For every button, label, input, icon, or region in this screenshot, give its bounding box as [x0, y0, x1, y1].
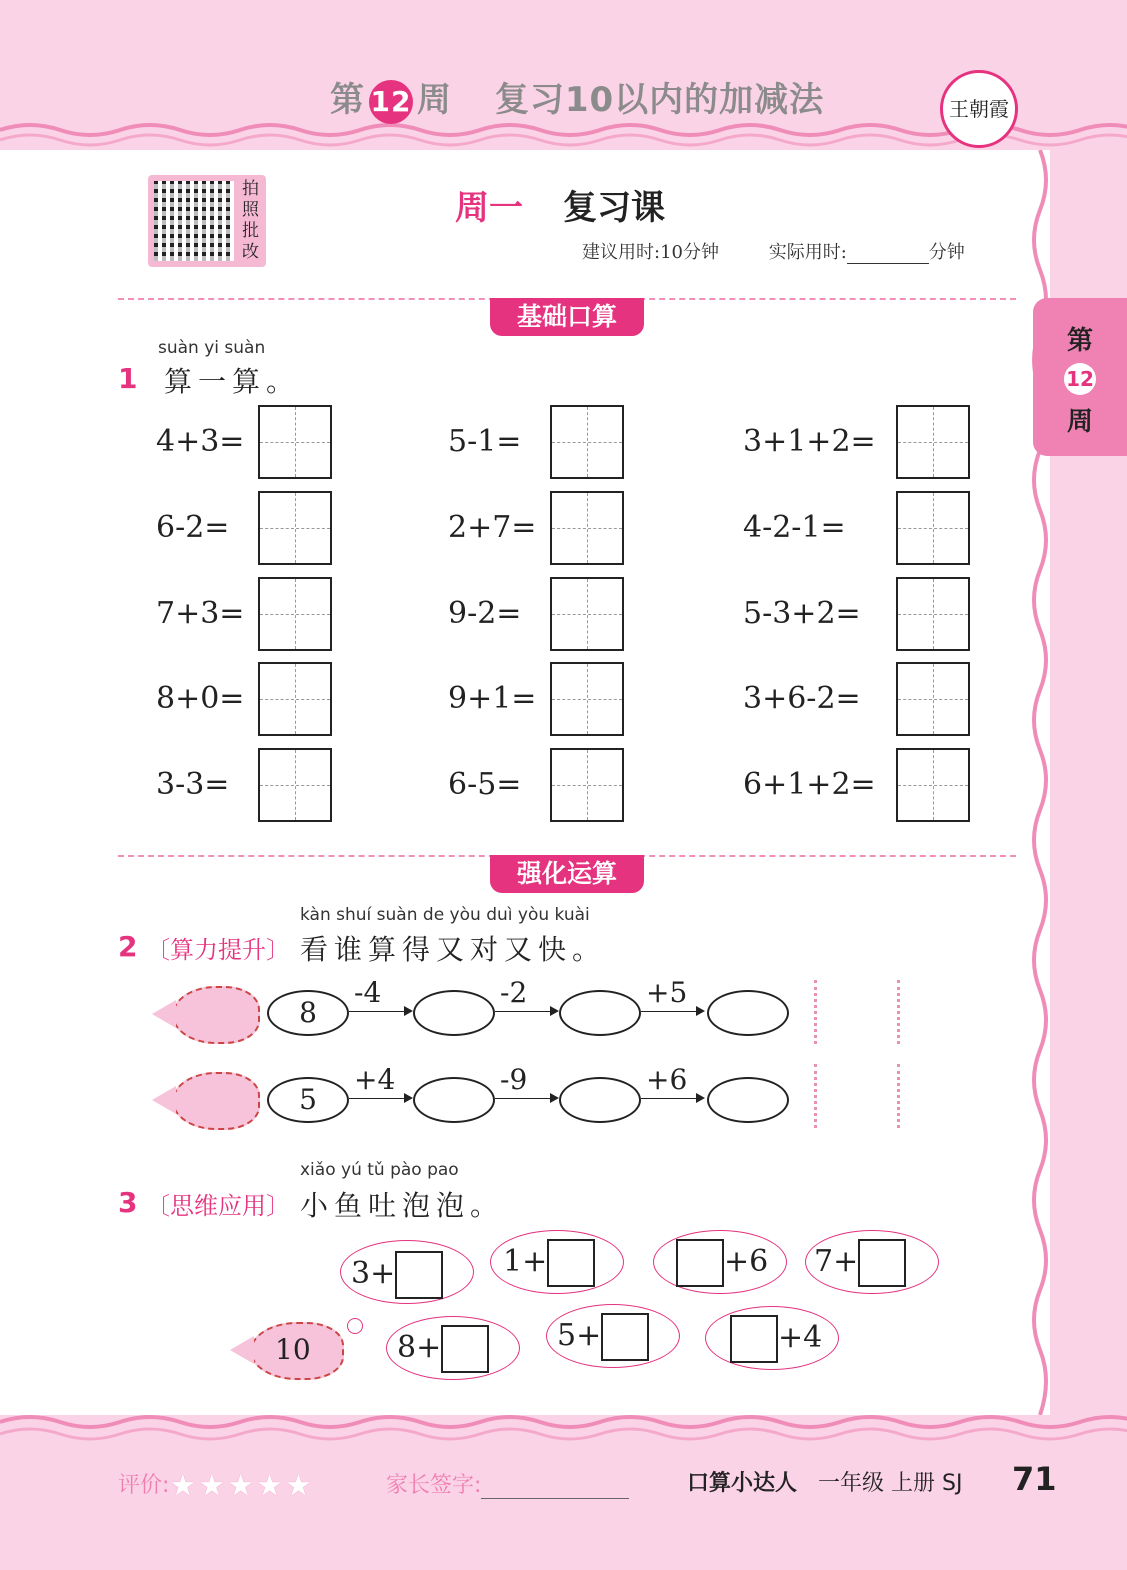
answer-box[interactable] [550, 491, 624, 565]
q2-tag: 〔算力提升〕 [146, 936, 290, 964]
section-label-basic: 基础口算 [490, 298, 644, 336]
bubble-pre: 7+ [814, 1244, 859, 1279]
answer-box[interactable] [896, 577, 970, 651]
q1-expression: 6+1+2= [743, 767, 876, 802]
bubble [805, 1230, 939, 1294]
answer-box[interactable] [730, 1315, 778, 1363]
qr-code-card[interactable] [148, 175, 266, 267]
q1-expression: 3+6-2= [743, 681, 861, 716]
q1-expression: 2+7= [448, 510, 537, 545]
answer-box[interactable] [258, 577, 332, 651]
week-prefix: 第 [330, 80, 365, 120]
answer-box[interactable] [550, 577, 624, 651]
arrow-icon [641, 1098, 703, 1099]
q1-pinyin: suàn yi suàn [158, 338, 266, 358]
chain-answer[interactable] [413, 1077, 495, 1123]
seaweed-icon [814, 980, 900, 1044]
fish-icon [172, 986, 260, 1044]
small-bubble [347, 1318, 363, 1334]
q1-expression: 6-2= [156, 510, 230, 545]
q1-expression: 3+1+2= [743, 424, 876, 459]
q1-expression: 3-3= [156, 767, 230, 802]
answer-box[interactable] [896, 748, 970, 822]
chain-op: -4 [354, 976, 382, 1009]
bubble-pre: 8+ [397, 1330, 442, 1365]
chain-answer[interactable] [707, 1077, 789, 1123]
chain-op: +6 [646, 1063, 688, 1096]
q1-expression: 8+0= [156, 681, 245, 716]
answer-box[interactable] [258, 662, 332, 736]
parent-signature [386, 1468, 629, 1499]
bubble [490, 1230, 624, 1294]
q1-expression: 9+1= [448, 681, 537, 716]
footer-wavy-border [0, 1412, 1127, 1452]
arrow-icon [495, 1098, 557, 1099]
answer-box[interactable] [441, 1325, 489, 1373]
arrow-icon [641, 1011, 703, 1012]
book-info [687, 1466, 962, 1497]
answer-box[interactable] [550, 662, 624, 736]
chain-op: +5 [646, 976, 688, 1009]
side-tab-number: 12 [1064, 363, 1096, 395]
q1-instruction: 算一算。 [164, 365, 301, 398]
week-topic: 复习10以内的加减法 [494, 80, 825, 120]
q1-expression: 9-2= [448, 596, 522, 631]
bubble [546, 1304, 680, 1368]
q1-expression: 7+3= [156, 596, 245, 631]
chain-op: +4 [354, 1063, 396, 1096]
q3-number: 3 [118, 1186, 138, 1219]
bubble-post: +4 [778, 1320, 823, 1355]
answer-box[interactable] [896, 405, 970, 479]
q2-instruction: 看谁算得又对又快。 [300, 933, 607, 966]
signature-line[interactable] [481, 1480, 629, 1499]
lesson-title [455, 180, 665, 229]
bubble-pre: 5+ [557, 1318, 602, 1353]
q1-expression: 4+3= [156, 424, 245, 459]
section-label-advanced: 强化运算 [490, 855, 644, 893]
chain-answer[interactable] [413, 990, 495, 1036]
answer-box[interactable] [547, 1239, 595, 1287]
week-suffix: 周 [417, 80, 452, 120]
day-name: 周一 [455, 188, 523, 228]
timing-info [582, 238, 965, 264]
answer-box[interactable] [258, 491, 332, 565]
qr-code[interactable] [154, 181, 234, 261]
answer-box[interactable] [258, 748, 332, 822]
page-number: 71 [1012, 1460, 1057, 1498]
fish-icon [172, 1072, 260, 1130]
signature-label: 家长签字: [386, 1473, 482, 1498]
rating [118, 1468, 314, 1504]
rating-label: 评价: [118, 1473, 170, 1498]
chain-start: 8 [267, 990, 349, 1036]
chain-op: -2 [500, 976, 528, 1009]
actual-time-unit: 分钟 [928, 242, 965, 263]
bubble [386, 1316, 520, 1380]
arrow-icon [349, 1011, 411, 1012]
chain-op: -9 [500, 1063, 528, 1096]
answer-box[interactable] [896, 662, 970, 736]
answer-box[interactable] [676, 1239, 724, 1287]
bubble-pre: 1+ [503, 1244, 548, 1279]
chain-answer[interactable] [559, 990, 641, 1036]
bubble [340, 1240, 474, 1304]
q2-pinyin: kàn shuí suàn de yòu duì yòu kuài [300, 905, 590, 925]
side-tab-bottom: 周 [1066, 407, 1093, 437]
q1-expression: 5-3+2= [743, 596, 861, 631]
arrow-icon [495, 1011, 557, 1012]
chain-answer[interactable] [707, 990, 789, 1036]
bubble [705, 1306, 839, 1370]
seaweed-icon [814, 1064, 900, 1128]
answer-box[interactable] [896, 491, 970, 565]
qr-caption: 拍照批改 [242, 179, 259, 262]
answer-box[interactable] [550, 405, 624, 479]
side-tab-top: 第 [1066, 326, 1093, 356]
bubble [653, 1230, 787, 1294]
q3-tag: 〔思维应用〕 [146, 1192, 290, 1220]
actual-time-label: 实际用时: [768, 242, 847, 263]
q1-expression: 4-2-1= [743, 510, 846, 545]
lesson-name: 复习课 [563, 188, 665, 228]
q3-instruction: 小鱼吐泡泡。 [300, 1189, 505, 1222]
answer-box[interactable] [258, 405, 332, 479]
arrow-icon [349, 1098, 411, 1099]
answer-box[interactable] [601, 1313, 649, 1361]
q2-number: 2 [118, 930, 138, 963]
chain-start: 5 [267, 1077, 349, 1123]
chain-answer[interactable] [559, 1077, 641, 1123]
q3-pinyin: xiǎo yú tǔ pào pao [300, 1160, 459, 1180]
q1-expression: 5-1= [448, 424, 522, 459]
week-number-badge: 12 [369, 80, 413, 124]
suggested-time: 建议用时:10分钟 [582, 242, 719, 263]
fish-value: 10 [275, 1333, 311, 1366]
week-title [330, 72, 824, 124]
star-icon[interactable]: ★★★★★ [169, 1468, 314, 1504]
book-grade: 一年级 上册 SJ [818, 1471, 963, 1496]
answer-box[interactable] [395, 1251, 443, 1299]
q1-expression: 6-5= [448, 767, 522, 802]
answer-box[interactable] [858, 1239, 906, 1287]
answer-box[interactable] [550, 748, 624, 822]
bubble-pre: 3+ [351, 1256, 396, 1291]
book-title: 口算小达人 [687, 1471, 798, 1496]
actual-time-blank[interactable] [847, 247, 929, 264]
week-side-tab [1033, 298, 1127, 456]
q1-number: 1 [118, 362, 138, 395]
author-seal: 王朝霞 [940, 70, 1018, 148]
bubble-post: +6 [724, 1244, 769, 1279]
